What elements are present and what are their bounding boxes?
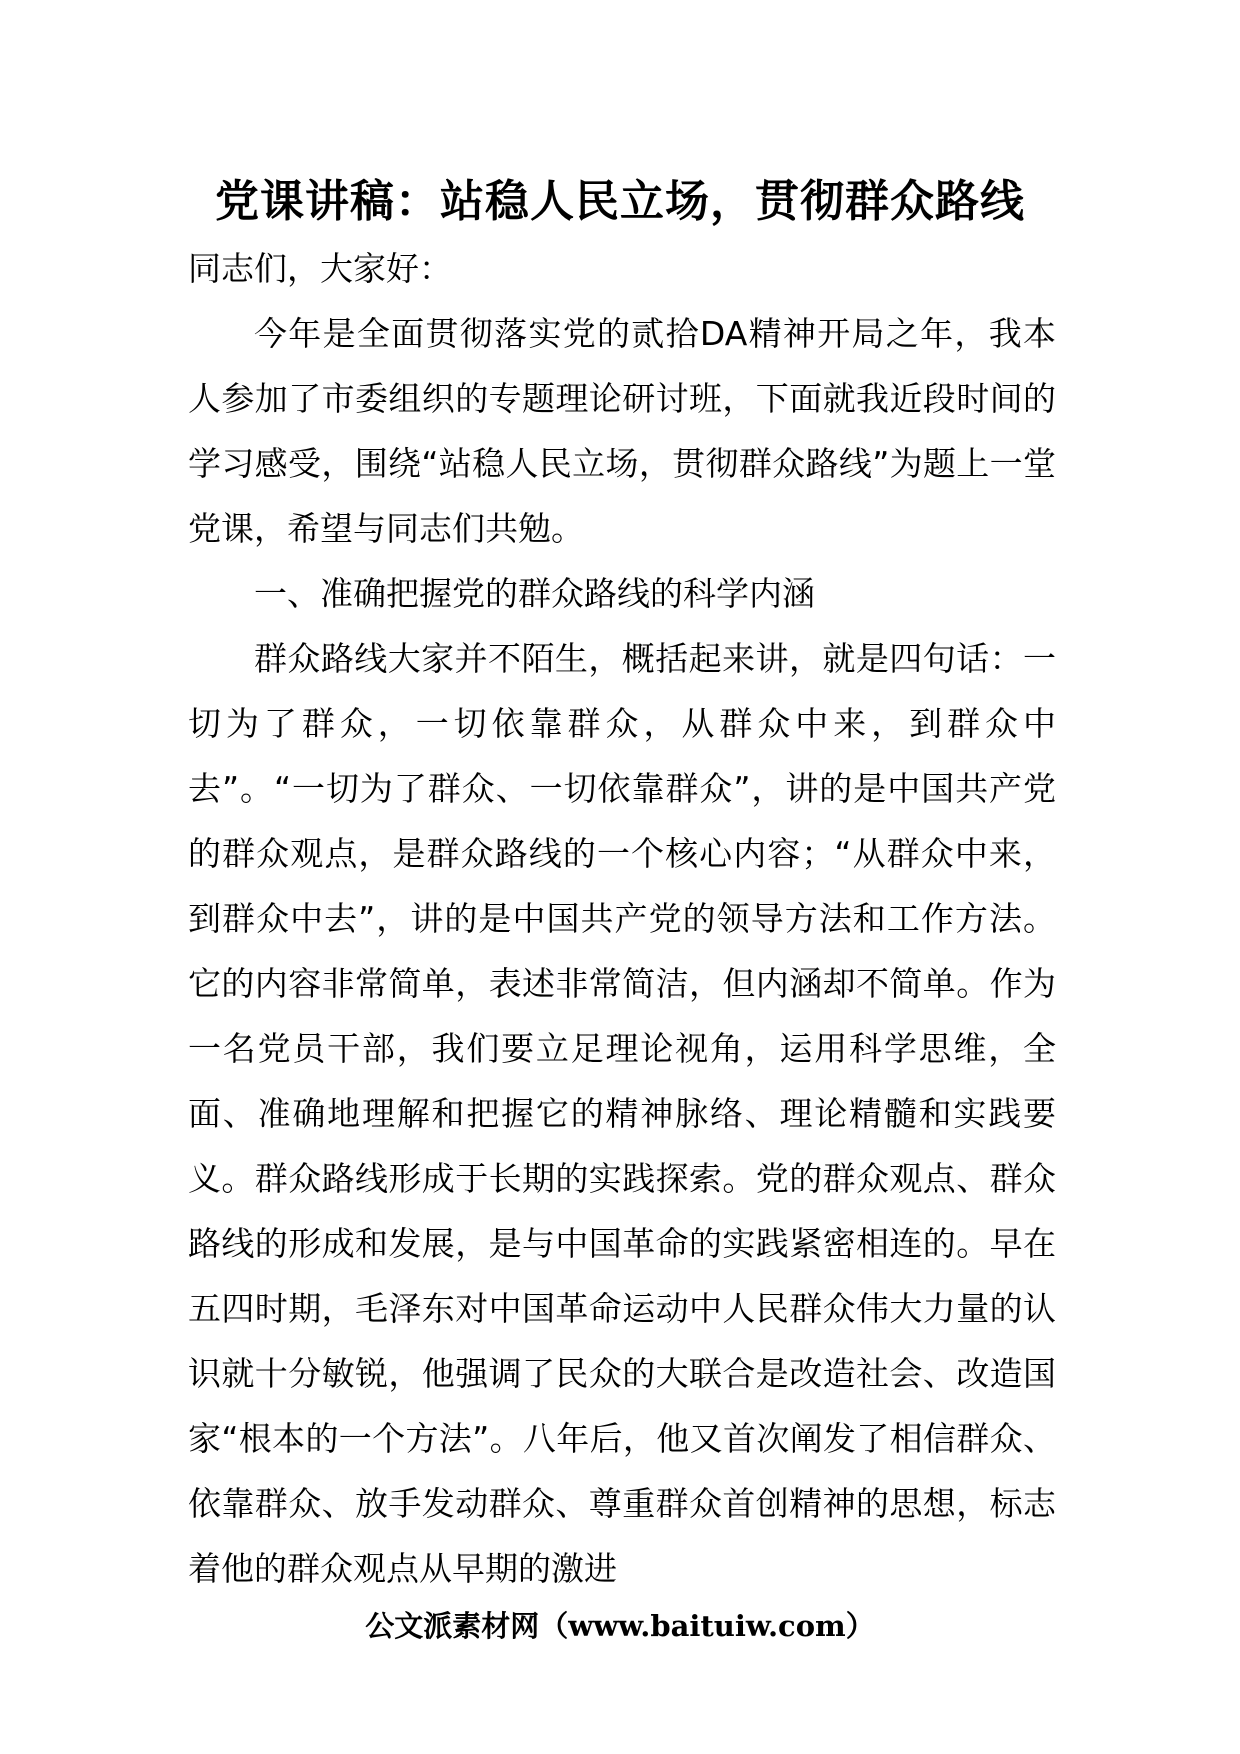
document-title: 党课讲稿：站稳人民立场，贯彻群众路线 — [215, 176, 1025, 227]
document-body — [188, 236, 1056, 1601]
intro-paragraph: 今年是全面贯彻落实党的贰拾DA精神开局之年，我本人参加了市委组织的专题理论研讨班，下面就我近段时间的学习感受，围绕“站稳人民立场，贯彻群众路线”为题上一堂党课，希望与同志们共勉。 — [188, 314, 1056, 548]
section-heading: 一、准确把握党的群众路线的科学内涵 — [254, 574, 815, 613]
footer-watermark: 公文派素材网（www.baituiw.com） — [365, 1609, 875, 1643]
section-paragraph: 群众路线大家并不陌生，概括起来讲，就是四句话：一切为了群众，一切依靠群众，从群众中来，到群众中去”。“一切为了群众、一切依靠群众”，讲的是中国共产党的群众观点，是群众路线的一个核心内容；“从群众中来，到群众中去”，讲的是中国共产党的领导方法和工作方法。它的内容非常简单，表述非常简洁，但内涵却不简单。作为一名党员干部，我们要立足理论视角，运用科学思维，全面、准确地理解和把握它的精神脉络、理论精髓和实践要义。群众路线形成于长期的实践探索。党的群众观点、群众路线的形成和发展，是与中国革命的实践紧密相连的。早在五四时期，毛泽东对中国革命运动中人民群众伟大力量的认识就十分敏锐，他强调了民众的大联合是改造社会、改造国家“根本的一个方法”。八年后，他又首次阐发了相信群众、依靠群众、放手发动群众、尊重群众首创精神的思想，标志着他的群众观点从早期的激进 — [188, 639, 1056, 1588]
greeting-line: 同志们，大家好： — [188, 249, 452, 288]
